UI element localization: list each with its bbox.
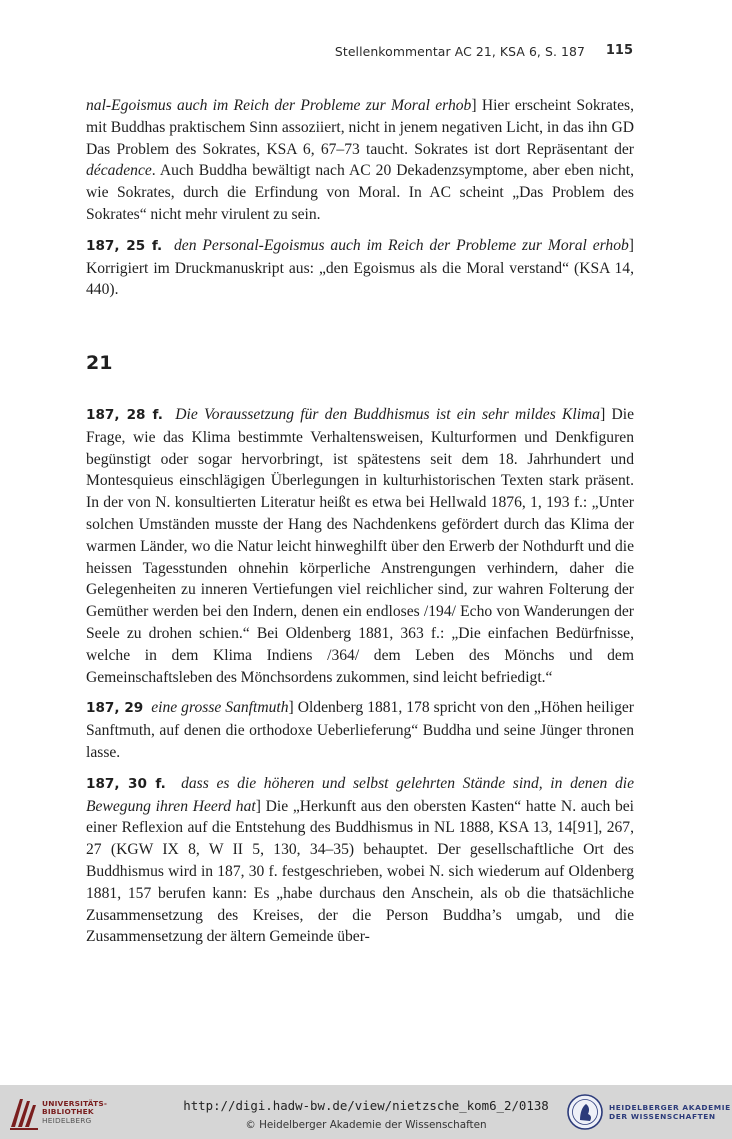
commentary-text: ] Korrigiert im Druckmanuskript aus: „den Egoismus als die Moral verstand“ (KSA 14, 440). [86,236,634,299]
commentary-text: ] Die „Herkunft aus den obersten Kasten“ hatte N. auch bei einer Reflexion auf die Entstehung des Buddhismus in NL 1888, KSA 13, 14[91], 267, 27 (KGW IX 8, W II 5, 130, 34–35) behauptet. Der gesellschaftliche Ort des Buddhismus wird in 187, 30 f. festgeschrieben, wobei N. sich wiederum auf Oldenberg 1881, 157 berufen kann: Es „habe durchaus den Anschein, als ob die thatsächliche Zusammensetzung des Kreises, der die Person Buddha’s umgab, und die Zusammensetzung der ältern Gemeinde über- [86,797,634,946]
line-reference: 187, 29 [86,700,144,717]
line-reference: 187, 25 f. [86,237,163,254]
line-reference: 187, 30 f. [86,775,166,792]
commentary-text: ] Hier erscheint Sokrates, mit Buddhas praktischem Sinn assoziiert, nicht in jenem negativen Licht, in das ihn GD Das Problem des Sokrates, KSA 6, 67–73 taucht. Sokrates ist dort Repräsentant der [86,97,634,158]
lemma: eine grosse Sanftmuth [151,699,289,717]
commentary-text: . Auch Buddha bewältigt nach AC 20 Dekadenzsymptome, aber eben nicht, wie Sokrates, durch die Erfindung von Moral. In AC scheint „Das Problem des Sokrates“ nicht mehr virulent zu sein. [86,162,634,223]
academy-name-line: DER WISSENSCHAFTEN [609,1112,716,1121]
permalink-url[interactable]: http://digi.hadw-bw.de/view/nietzsche_kom6_2/0138 [183,1098,549,1113]
academy-name-line: HEIDELBERGER AKADEMIE [609,1103,731,1112]
page-number: 115 [605,43,633,58]
academy-seal-icon [566,1093,604,1131]
lemma: dass es die höheren und selbst gelehrten Stände sind, in denen die Bewegung ihren Heerd hat [86,774,634,815]
commentary-entry [86,235,634,301]
commentary-text: ] Die Frage, wie das Klima bestimmte Verhaltensweisen, Kulturformen und Denkfiguren begünstigt oder sogar hervorbringt, ist spätestens seit dem 18. Jahrhundert und Montesquieus einschlägigen Überlegungen in kulturhistorischen Texten stark präsent. In der von N. konsultierten Literatur heißt es etwa bei Hellwald 1876, 1, 193 f.: „Unter solchen Umständen musste der Hang des Nachdenkens gefördert durch das Klima der warmen Länder, wo die Natur leicht hinweghilft über den Erwerb der Nothdurft und die heissen Tagesstunden ohnehin körperliche Anstrengungen verhindern, daher die Gelegenheiten zu inneren Vertiefungen viel reichlicher sind, zur wahren Folterung der Gemüther werden bei den Indern, denen ein endloses /194/ Echo von Wanderungen der Seele zu drohen schien.“ Bei Oldenberg 1881, 363 f.: „Die einfachen Bedürfnisse, welche in dem Klima Indiens /364/ dem Leben des Mönchs und dem Gemeinschaftsleben des Mönchsordens zukommen, sind leicht befriedigt.“ [86,406,634,686]
copyright-notice: © Heidelberger Akademie der Wissenschaften [245,1119,487,1131]
commentary-entry [86,404,634,688]
library-name-line: HEIDELBERG [42,1115,92,1125]
running-head [86,43,633,63]
lemma: nal-Egoismus auch im Reich der Probleme zur Moral erhob [86,97,472,114]
lemma: Die Voraussetzung für den Buddhismus ist ein sehr mildes Klima [175,406,601,423]
academy-name [609,1103,731,1121]
commentary-entry [86,773,634,948]
lemma: den Personal-Egoismus auch im Reich der Probleme zur Moral erhob [173,236,629,254]
commentary-text: ] Oldenberg 1881, 178 spricht von den „Höhen heiliger Sanftmuth, auf denen die orthodoxe Ueberlieferung“ Buddha und seine Jünger thronen lasse. [86,699,634,761]
line-reference: 187, 28 f. [86,407,163,423]
commentary-block-continued [86,95,634,301]
library-name-line: UNIVERSITÄTS- [42,1099,108,1108]
library-name-line: BIBLIOTHEK [42,1107,94,1117]
emphasis: décadence [86,162,152,180]
commentary-block-section-21 [86,404,634,948]
section-heading: 21 [86,352,113,374]
commentary-entry-continued [86,95,634,226]
commentary-entry [86,697,634,763]
running-head-title: Stellenkommentar AC 21, KSA 6, S. 187 [334,44,585,59]
digitization-footer [0,1085,732,1139]
